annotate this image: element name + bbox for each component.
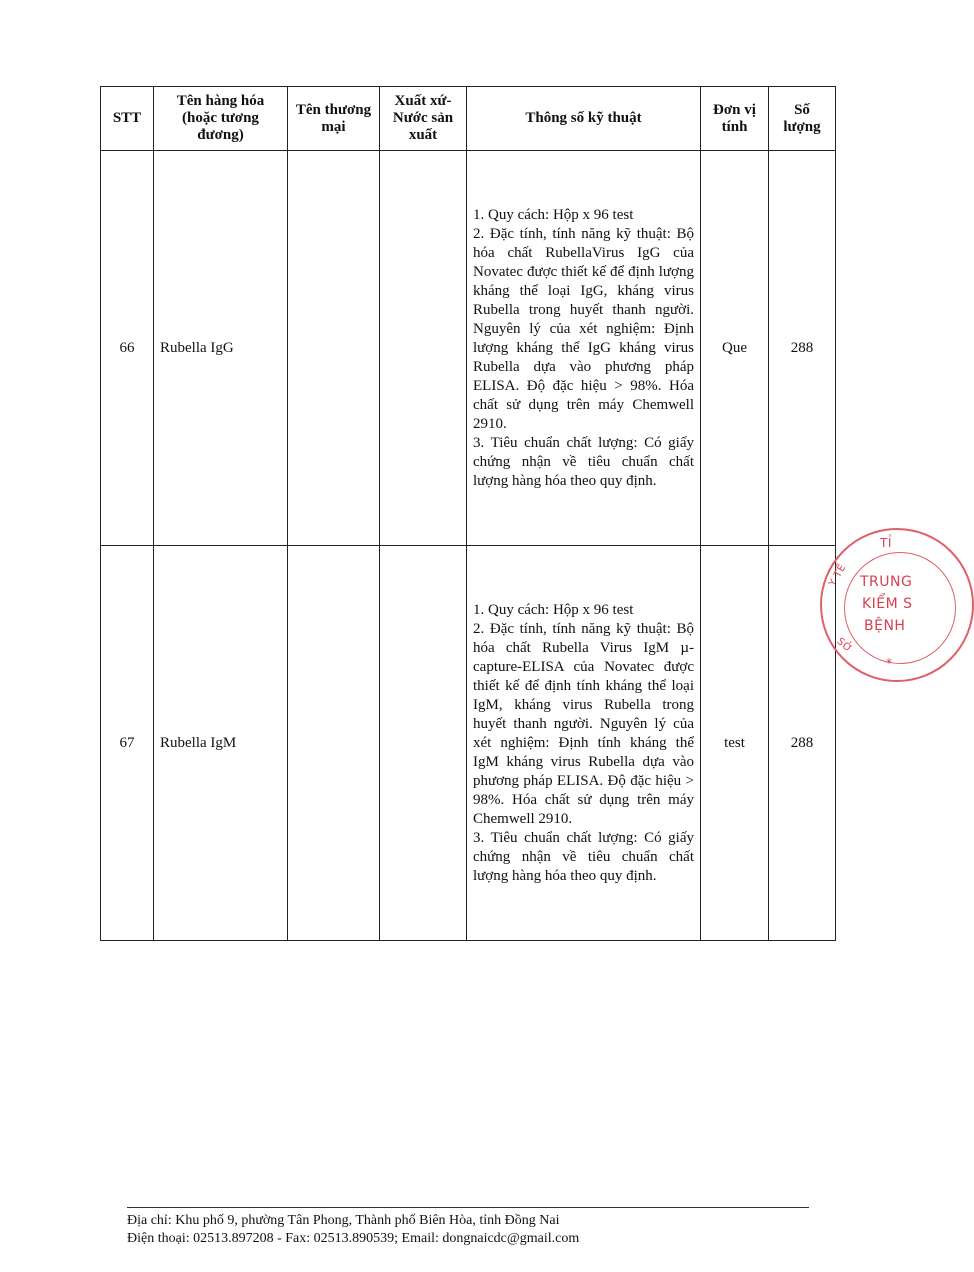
row-name: Rubella IgM bbox=[154, 546, 288, 941]
table-row bbox=[101, 151, 836, 546]
table-row bbox=[101, 546, 836, 941]
row-trade-name bbox=[288, 151, 380, 546]
seal-text-line-3: BỆNH bbox=[864, 618, 906, 634]
footer-contact: Điện thoại: 02513.897208 - Fax: 02513.890539; Email: dongnaicdc@gmail.com bbox=[127, 1231, 580, 1246]
row-origin bbox=[380, 546, 467, 941]
row-spec bbox=[467, 546, 701, 941]
row-stt: 66 bbox=[101, 151, 154, 546]
seal-text-top: TỈ bbox=[880, 536, 892, 550]
header-ten-thuong-mai: Tên thương mại bbox=[288, 87, 380, 151]
footer-address: Địa chỉ: Khu phố 9, phường Tân Phong, Thành phố Biên Hòa, tỉnh Đồng Nai bbox=[127, 1213, 560, 1228]
spec-line-2: 2. Đặc tính, tính năng kỹ thuật: Bộ hóa chất Rubella Virus IgM µ-capture-ELISA của Novatec được thiết kế để định tính kháng thể loại IgM, kháng virus Rubella trong huyết thanh người. Nguyên lý của xét nghiệm: Định tính kháng thể IgM kháng virus Rubella dựa vào phương pháp ELISA. Độ đặc hiệu > 98%. Hóa chất sử dụng trên máy Chemwell 2910. bbox=[473, 620, 694, 827]
page-footer bbox=[127, 1207, 809, 1248]
header-ten-hang-hoa: Tên hàng hóa (hoặc tương đương) bbox=[154, 87, 288, 151]
row-trade-name bbox=[288, 546, 380, 941]
header-thong-so: Thông số kỹ thuật bbox=[467, 87, 701, 151]
table-header-row bbox=[101, 87, 836, 151]
spec-line-2: 2. Đặc tính, tính năng kỹ thuật: Bộ hóa chất RubellaVirus IgG của Novatec được thiết kế để định lượng kháng thể loại IgG, kháng virus Rubella trong huyết thanh người. Nguyên lý của xét nghiệm: Định lượng kháng thể IgG kháng virus Rubella dựa vào phương pháp ELISA. Độ đặc hiệu > 98%. Hóa chất sử dụng trên máy Chemwell 2910. bbox=[473, 225, 694, 432]
seal-star-icon: * bbox=[886, 656, 893, 670]
row-quantity: 288 bbox=[769, 151, 836, 546]
spec-line-3: 3. Tiêu chuẩn chất lượng: Có giấy chứng nhận về tiêu chuẩn chất lượng hàng hóa theo quy định. bbox=[473, 434, 694, 489]
spec-line-3: 3. Tiêu chuẩn chất lượng: Có giấy chứng nhận về tiêu chuẩn chất lượng hàng hóa theo quy định. bbox=[473, 829, 694, 884]
row-stt: 67 bbox=[101, 546, 154, 941]
header-so-luong: Số lượng bbox=[769, 87, 836, 151]
row-name: Rubella IgG bbox=[154, 151, 288, 546]
header-xuat-xu: Xuất xứ- Nước sản xuất bbox=[380, 87, 467, 151]
row-quantity: 288 bbox=[769, 546, 836, 941]
header-stt: STT bbox=[101, 87, 154, 151]
seal-text-line-1: TRUNG bbox=[860, 574, 913, 590]
row-origin bbox=[380, 151, 467, 546]
row-unit: test bbox=[701, 546, 769, 941]
row-unit: Que bbox=[701, 151, 769, 546]
spec-line-1: 1. Quy cách: Hộp x 96 test bbox=[473, 601, 634, 618]
header-don-vi: Đơn vị tính bbox=[701, 87, 769, 151]
seal-text-line-2: KIỂM S bbox=[862, 596, 913, 612]
seal-text-side: Y TẾ bbox=[827, 562, 849, 589]
seal-text-bottom: SỞ bbox=[834, 635, 855, 656]
specification-table bbox=[100, 86, 836, 941]
spec-line-1: 1. Quy cách: Hộp x 96 test bbox=[473, 206, 634, 223]
row-spec bbox=[467, 151, 701, 546]
